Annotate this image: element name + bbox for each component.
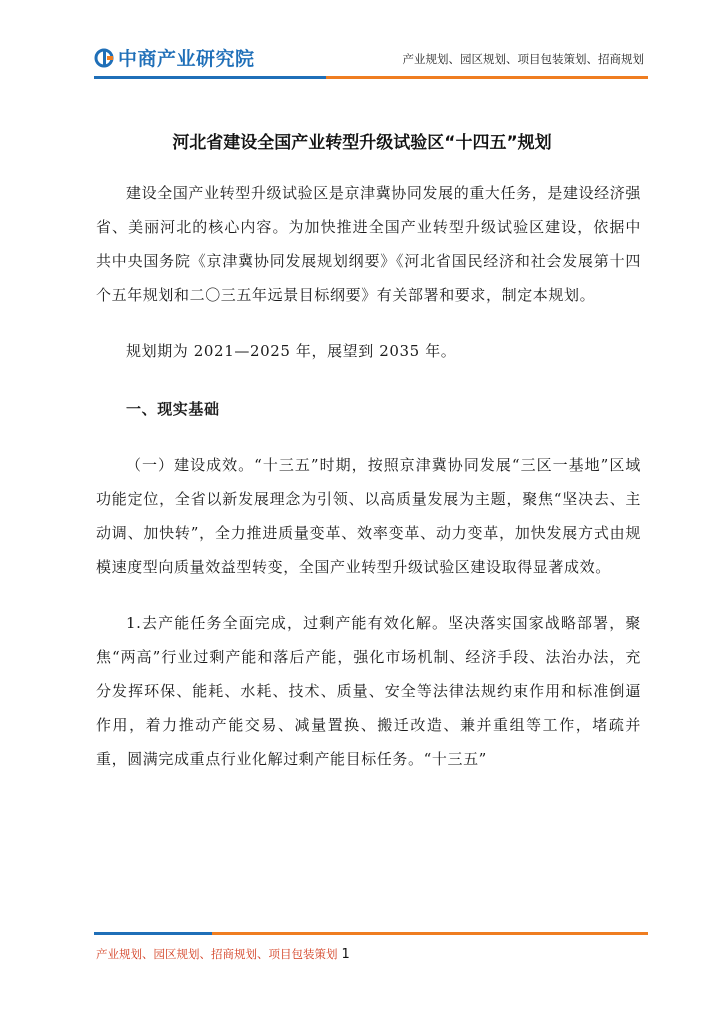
document-body — [96, 176, 641, 776]
period-paragraph: 规划期为 2021—2025 年，展望到 2035 年。 — [126, 342, 457, 360]
header-tagline: 产业规划、园区规划、项目包装策划、招商规划 — [402, 52, 644, 66]
footer-divider-orange — [212, 932, 648, 935]
header-divider-blue — [94, 76, 326, 79]
company-logo — [94, 44, 255, 71]
document-title: 河北省建设全国产业转型升级试验区“十四五”规划 — [172, 133, 552, 153]
subsection-paragraph: （一）建设成效。“十三五”时期，按照京津冀协同发展“三区一基地”区域功能定位，全省以新发展理念为引领、以高质量发展为主题，聚焦“坚决去、主动调、加快转”，全力推进质量变革、效率变革、动力变革，加快发展方式由规模速度型向质量效益型转变，全国产业转型升级试验区建设取得显著成效。 — [96, 456, 641, 576]
page-header — [0, 0, 724, 90]
page-number: 1 — [341, 947, 350, 962]
section-heading: 一、现实基础 — [126, 400, 220, 418]
logo-text: 中商产业研究院 — [118, 48, 255, 70]
footer-divider-blue — [94, 932, 212, 935]
item-paragraph: 1.去产能任务全面完成，过剩产能有效化解。坚决落实国家战略部署，聚焦“两高”行业过剩产能和落后产能，强化市场机制、经济手段、法治办法，充分发挥环保、能耗、水耗、技术、质量、安全等法律法规约束作用和标准倒逼作用，着力推动产能交易、减量置换、搬迁改造、兼并重组等工作，堵疏并重，圆满完成重点行业化解过剩产能目标任务。“十三五” — [96, 614, 641, 768]
page-footer — [0, 920, 724, 980]
header-divider-orange — [326, 76, 648, 79]
logo-mark-icon — [94, 48, 114, 68]
footer-text — [96, 946, 350, 962]
footer-label: 产业规划、园区规划、招商规划、项目包装策划 — [96, 947, 338, 961]
intro-paragraph: 建设全国产业转型升级试验区是京津冀协同发展的重大任务，是建设经济强省、美丽河北的核心内容。为加快推进全国产业转型升级试验区建设，依据中共中央国务院《京津冀协同发展规划纲要》《河北省国民经济和社会发展第十四个五年规划和二〇三五年远景目标纲要》有关部署和要求，制定本规划。 — [96, 184, 641, 304]
